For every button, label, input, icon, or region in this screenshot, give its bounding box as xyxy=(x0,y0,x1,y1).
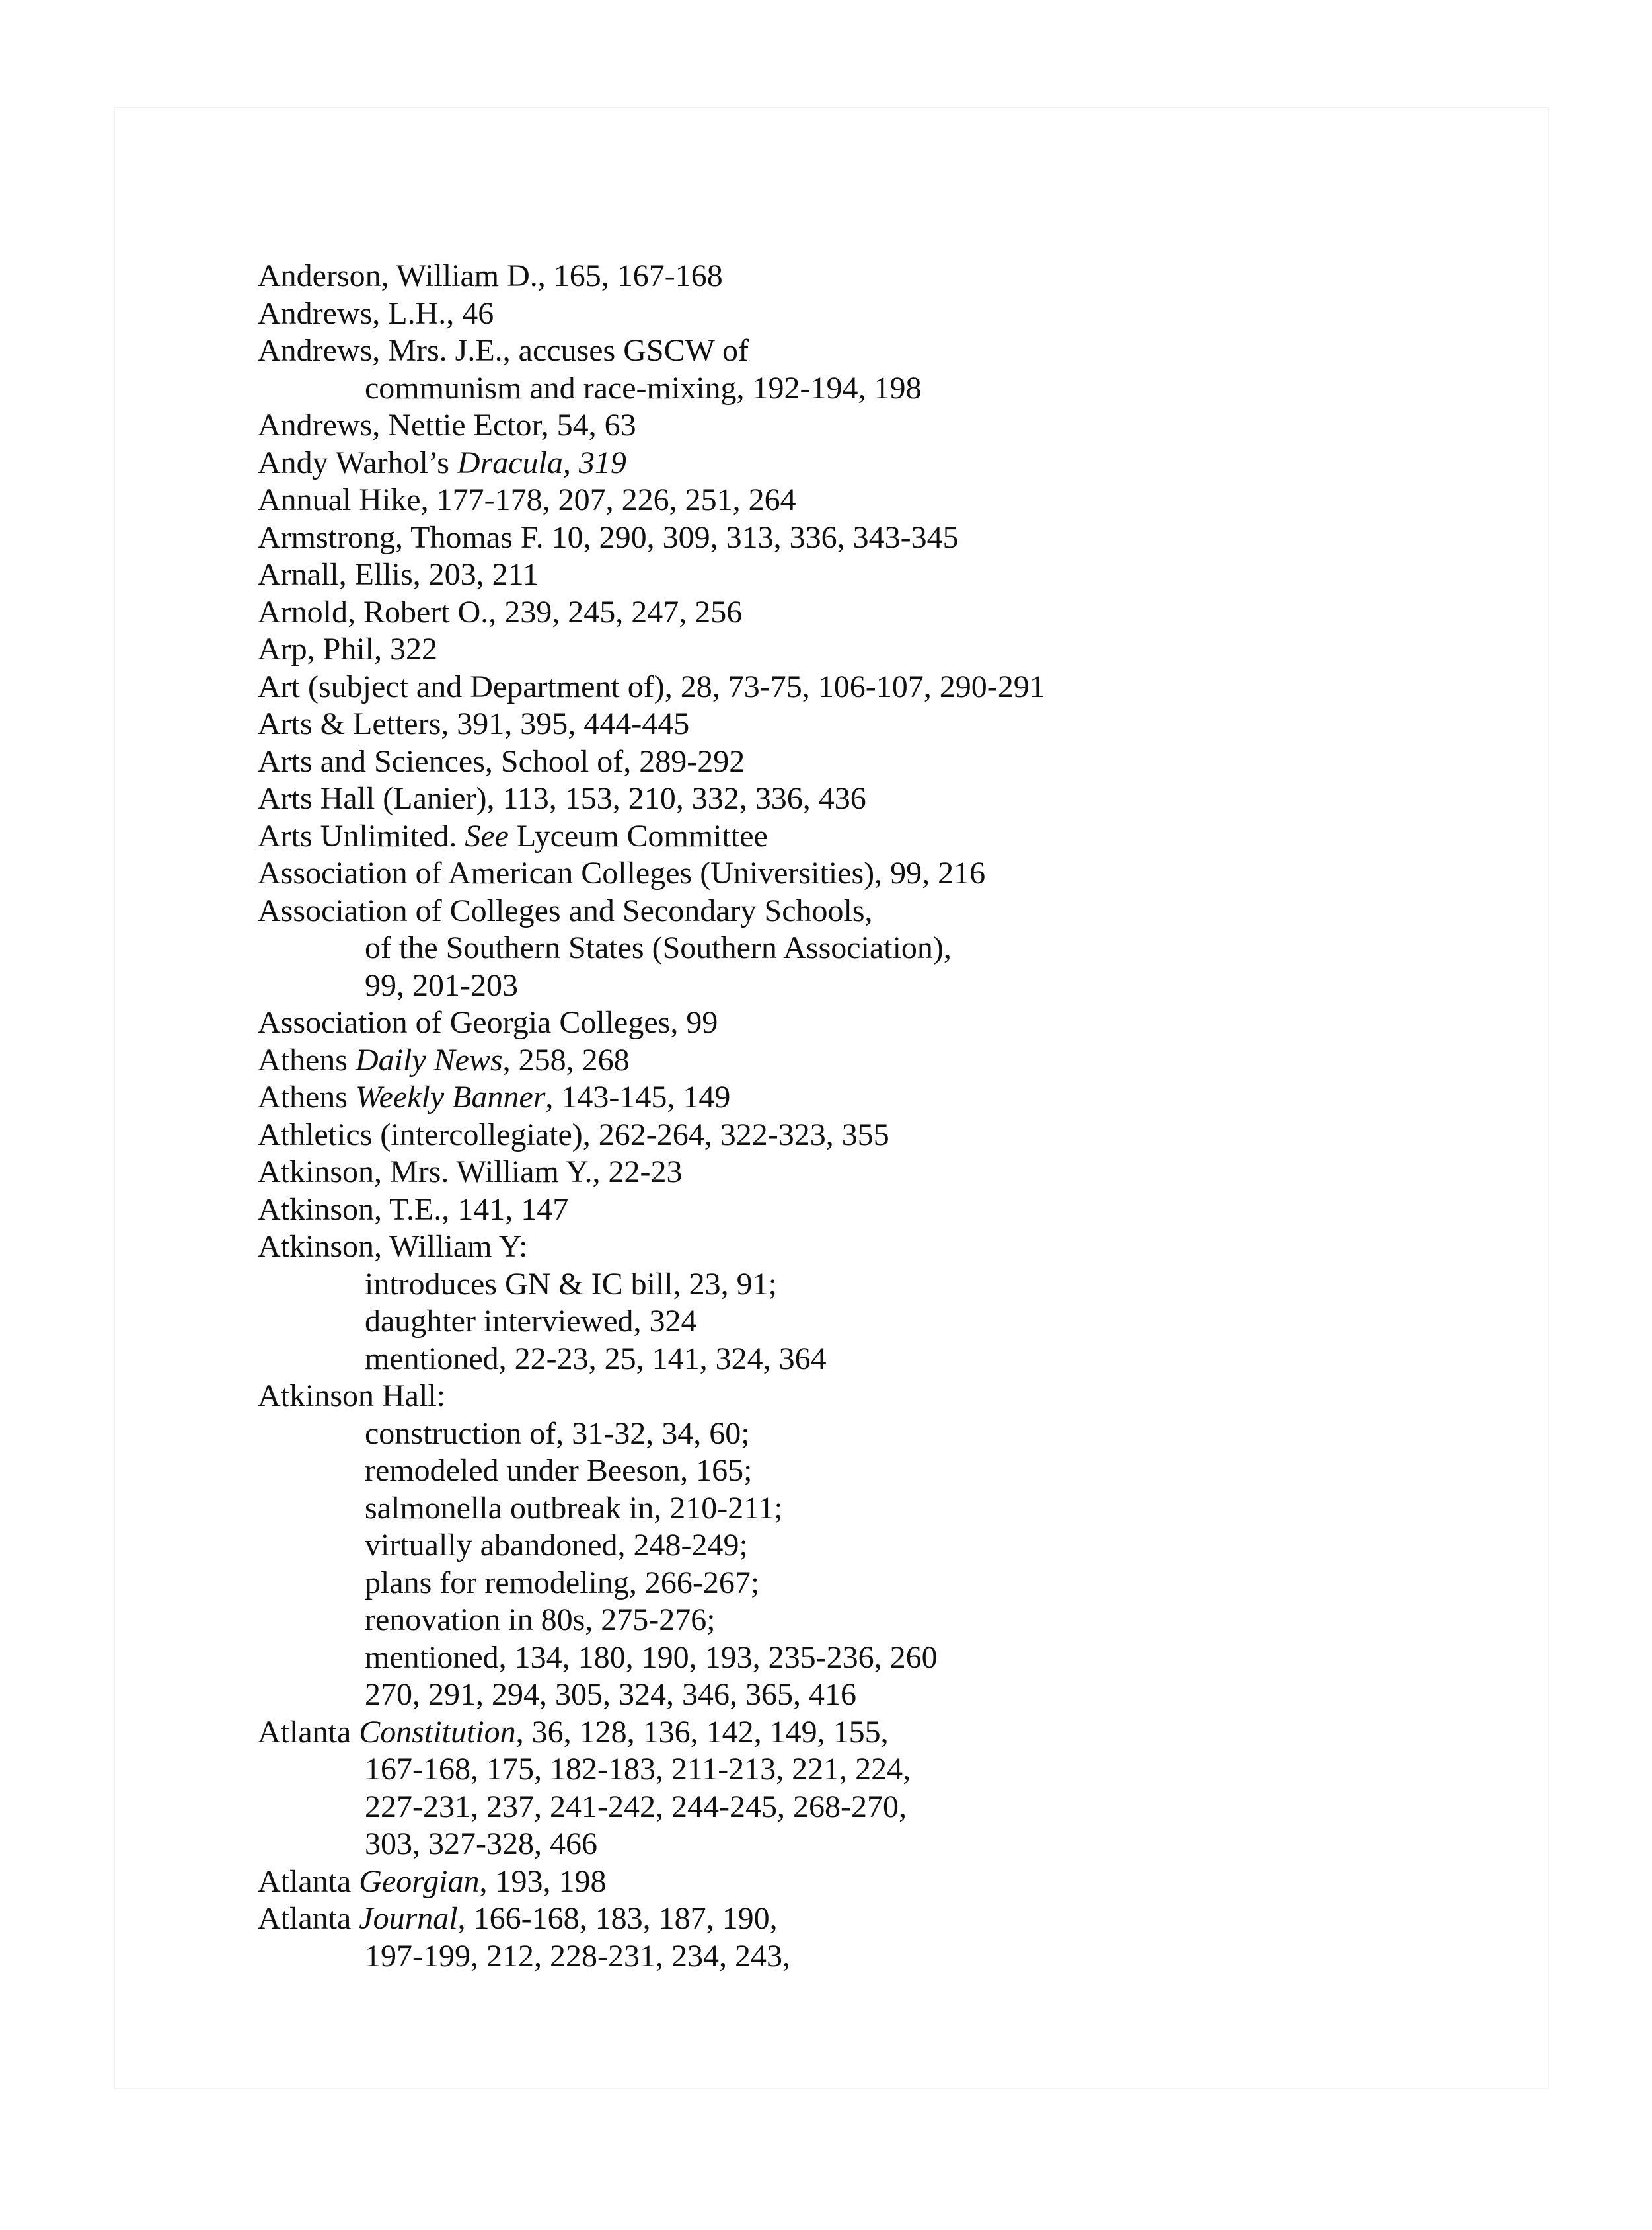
index-entry xyxy=(258,743,1513,781)
index-text: 227-231, 237, 241-242, 244-245, 268-270, xyxy=(365,1789,907,1824)
index-text: Atlanta xyxy=(258,1714,359,1750)
index-text: Lyceum Committee xyxy=(508,818,768,854)
index-subentry xyxy=(258,1452,1513,1490)
index-text: Anderson, William D., 165, 167-168 xyxy=(258,258,723,293)
index-text: Arnold, Robert O., 239, 245, 247, 256 xyxy=(258,594,743,630)
index-subentry xyxy=(258,1490,1513,1528)
index-subentry xyxy=(258,1938,1513,1976)
index-text: Arts & Letters, 391, 395, 444-445 xyxy=(258,706,690,741)
index-text: Art (subject and Department of), 28, 73-75, 106-107, 290-291 xyxy=(258,669,1045,704)
index-entry xyxy=(258,1004,1513,1042)
index-text: , 36, 128, 136, 142, 149, 155, xyxy=(515,1714,889,1750)
index-italic-text: Daily News xyxy=(355,1042,503,1078)
index-text: mentioned, 22-23, 25, 141, 324, 364 xyxy=(365,1341,827,1376)
index-entry xyxy=(258,519,1513,557)
index-text: 99, 201-203 xyxy=(365,967,518,1003)
index-entry xyxy=(258,332,1513,370)
index-entry xyxy=(258,780,1513,818)
index-italic-text: Constitution xyxy=(359,1714,516,1750)
index-entry xyxy=(258,818,1513,856)
index-italic-text: Dracula, 319 xyxy=(457,445,626,480)
index-subentry xyxy=(258,1303,1513,1341)
index-list xyxy=(258,258,1513,1975)
index-text: Athens xyxy=(258,1042,356,1078)
index-entry xyxy=(258,556,1513,594)
index-text: 167-168, 175, 182-183, 211-213, 221, 224, xyxy=(365,1752,911,1787)
index-italic-text: See xyxy=(465,818,509,854)
index-entry xyxy=(258,855,1513,893)
index-text: , 166-168, 183, 187, 190, xyxy=(457,1901,778,1936)
index-text: 270, 291, 294, 305, 324, 346, 365, 416 xyxy=(365,1677,856,1712)
index-text: Atlanta xyxy=(258,1901,359,1936)
index-subentry xyxy=(258,1602,1513,1639)
index-text: Atkinson Hall: xyxy=(258,1378,445,1413)
index-text: Association of Georgia Colleges, 99 xyxy=(258,1005,718,1040)
index-text: Association of Colleges and Secondary Schools, xyxy=(258,893,873,928)
index-text: 303, 327-328, 466 xyxy=(365,1826,597,1861)
index-entry xyxy=(258,1378,1513,1415)
index-italic-text: Georgian xyxy=(359,1863,480,1899)
index-entry xyxy=(258,1079,1513,1117)
index-text: Andrews, Nettie Ector, 54, 63 xyxy=(258,408,636,443)
index-entry xyxy=(258,706,1513,743)
index-subentry xyxy=(258,370,1513,408)
index-text: , 258, 268 xyxy=(502,1042,630,1078)
index-text: Atkinson, Mrs. William Y., 22-23 xyxy=(258,1154,683,1189)
index-entry xyxy=(258,1042,1513,1080)
index-text: introduces GN & IC bill, 23, 91; xyxy=(365,1266,777,1302)
index-text: Atlanta xyxy=(258,1863,359,1899)
index-text: , 143-145, 149 xyxy=(545,1080,731,1115)
index-italic-text: Journal xyxy=(359,1901,458,1936)
index-text: 197-199, 212, 228-231, 234, 243, xyxy=(365,1938,790,1974)
index-text: Arts Unlimited. xyxy=(258,818,465,854)
index-italic-text: Weekly Banner xyxy=(355,1080,546,1115)
index-text: Arts and Sciences, School of, 289-292 xyxy=(258,743,745,779)
index-subentry xyxy=(258,1789,1513,1826)
index-entry xyxy=(258,1900,1513,1938)
index-subentry xyxy=(258,1266,1513,1304)
index-text: Arts Hall (Lanier), 113, 153, 210, 332, 336, 436 xyxy=(258,781,866,816)
index-entry xyxy=(258,1863,1513,1901)
index-entry xyxy=(258,407,1513,445)
index-subentry xyxy=(258,1676,1513,1714)
index-subentry xyxy=(258,1751,1513,1789)
index-entry xyxy=(258,1714,1513,1752)
index-text: of the Southern States (Southern Association), xyxy=(365,930,952,965)
index-entry xyxy=(258,1191,1513,1229)
index-entry xyxy=(258,1117,1513,1154)
index-entry xyxy=(258,631,1513,669)
index-text: plans for remodeling, 266-267; xyxy=(365,1565,760,1600)
index-subentry xyxy=(258,1565,1513,1602)
index-text: Andy Warhol’s xyxy=(258,445,457,480)
index-entry xyxy=(258,445,1513,482)
index-entry xyxy=(258,893,1513,930)
index-text: Athletics (intercollegiate), 262-264, 322-323, 355 xyxy=(258,1117,889,1152)
index-text: remodeled under Beeson, 165; xyxy=(365,1453,753,1488)
index-entry xyxy=(258,258,1513,295)
index-text: communism and race-mixing, 192-194, 198 xyxy=(365,370,922,406)
index-text: Arp, Phil, 322 xyxy=(258,632,438,667)
index-entry xyxy=(258,1228,1513,1266)
index-subentry xyxy=(258,1826,1513,1863)
index-entry xyxy=(258,594,1513,632)
index-subentry xyxy=(258,1527,1513,1565)
index-text: Atkinson, William Y: xyxy=(258,1229,528,1264)
index-text: Arnall, Ellis, 203, 211 xyxy=(258,557,539,592)
index-text: Andrews, L.H., 46 xyxy=(258,295,494,331)
index-entry xyxy=(258,1154,1513,1191)
index-entry xyxy=(258,295,1513,333)
index-subentry xyxy=(258,930,1513,967)
index-subentry xyxy=(258,967,1513,1005)
index-entry xyxy=(258,482,1513,519)
index-entry xyxy=(258,669,1513,706)
index-text: daughter interviewed, 324 xyxy=(365,1304,697,1339)
index-text: Atkinson, T.E., 141, 147 xyxy=(258,1191,569,1227)
index-text: , 193, 198 xyxy=(479,1863,607,1899)
index-subentry xyxy=(258,1415,1513,1453)
index-text: mentioned, 134, 180, 190, 193, 235-236, 260 xyxy=(365,1639,938,1675)
index-subentry xyxy=(258,1341,1513,1378)
index-text: Armstrong, Thomas F. 10, 290, 309, 313, 336, 343-345 xyxy=(258,519,959,555)
index-text: Association of American Colleges (Universities), 99, 216 xyxy=(258,856,986,891)
index-text: renovation in 80s, 275-276; xyxy=(365,1602,716,1637)
index-text: Andrews, Mrs. J.E., accuses GSCW of xyxy=(258,333,749,368)
index-text: construction of, 31-32, 34, 60; xyxy=(365,1415,750,1451)
index-text: Annual Hike, 177-178, 207, 226, 251, 264 xyxy=(258,482,796,517)
index-text: Athens xyxy=(258,1080,356,1115)
index-subentry xyxy=(258,1639,1513,1677)
index-text: salmonella outbreak in, 210-211; xyxy=(365,1490,783,1526)
index-text: virtually abandoned, 248-249; xyxy=(365,1528,748,1563)
